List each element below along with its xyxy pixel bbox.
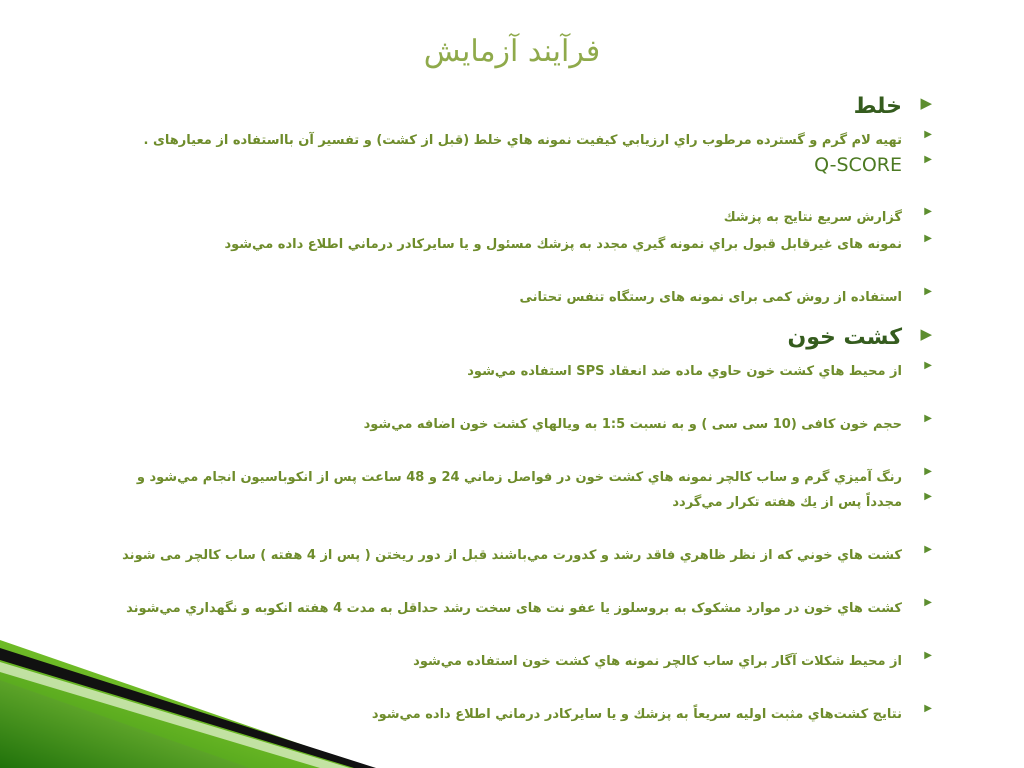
list-item: ▶ نتايج كشت‌هاي مثبت اوليه سريعاً به پزشك و يا سايركادر درماني اطلاع داده مي‌شود xyxy=(371,703,932,722)
section-heading-sputum: ▶ خلط xyxy=(853,94,932,119)
triangle-bullet-icon: ▶ xyxy=(924,233,932,244)
triangle-bullet-icon: ▶ xyxy=(924,154,932,165)
triangle-bullet-icon: ▶ xyxy=(924,597,932,608)
triangle-bullet-icon: ▶ xyxy=(924,491,932,502)
triangle-bullet-icon: ▶ xyxy=(924,286,932,297)
list-item: ▶ حجم خون کافی (10 سی سی ) و به نسبت 1:5 به ويالهاي كشت خون اضافه مي‌شود xyxy=(363,413,932,432)
list-item: ▶ گزارش سريع نتايج به پزشك xyxy=(723,206,932,225)
list-item: ▶ استفاده از روش کمی برای نمونه های رستگاه تنفس تحتانی xyxy=(519,286,932,305)
list-item: ▶ مجدداً پس از يك هفته تكرار مي‌گردد xyxy=(672,491,932,510)
list-item: ▶ كشت هاي خوني كه از نظر ظاهري فاقد رشد و كدورت مي‌باشند قبل از دور ريختن ( پس از 4 هفته ) ساب كالچر می شوند xyxy=(122,544,932,563)
triangle-bullet-icon: ▶ xyxy=(920,325,932,343)
slide-title: فرآيند آزمايش xyxy=(423,34,601,69)
list-item: ▶ رنگ آميزي گرم و ساب كالچر نمونه هاي كشت خون در فواصل زماني 24 و 48 ساعت پس از انكوباسيون انجام مي‌شود و xyxy=(136,466,932,485)
list-item: ▶ نمونه های غيرقابل قبول براي نمونه گيري مجدد به پزشك مسئول و يا سايركادر درماني اطلاع داده مي‌شود xyxy=(224,233,932,252)
triangle-bullet-icon: ▶ xyxy=(924,703,932,714)
list-item: ▶ كشت هاي خون در موارد مشکوک به بروسلوز یا عفو نت های سخت رشد حداقل به مدت 4 هفته انکوبه و نگهداري مي‌شوند xyxy=(126,597,932,616)
triangle-bullet-icon: ▶ xyxy=(924,544,932,555)
triangle-bullet-icon: ▶ xyxy=(924,413,932,424)
triangle-bullet-icon: ▶ xyxy=(924,206,932,217)
list-item: ▶ Q-SCORE xyxy=(814,154,932,176)
triangle-bullet-icon: ▶ xyxy=(924,129,932,140)
list-item: ▶ تهيه لام گرم و گسترده مرطوب راي ارزيابي كيفيت نمونه هاي خلط (قبل از كشت) و تفسير آن بااستفاده از معيارهای . xyxy=(143,129,932,148)
section-heading-blood-culture: ▶ کشت خون xyxy=(787,325,932,350)
triangle-bullet-icon: ▶ xyxy=(924,650,932,661)
triangle-bullet-icon: ▶ xyxy=(924,466,932,477)
list-item: ▶ از محيط هاي كشت خون حاوي ماده ضد انعقاد SPS استفاده مي‌شود xyxy=(467,360,932,379)
triangle-bullet-icon: ▶ xyxy=(920,94,932,112)
list-item: ▶ از محيط شكلات آگار براي ساب كالچر نمونه هاي كشت خون استفاده مي‌شود xyxy=(413,650,932,669)
slide-content xyxy=(32,94,932,722)
triangle-bullet-icon: ▶ xyxy=(924,360,932,371)
